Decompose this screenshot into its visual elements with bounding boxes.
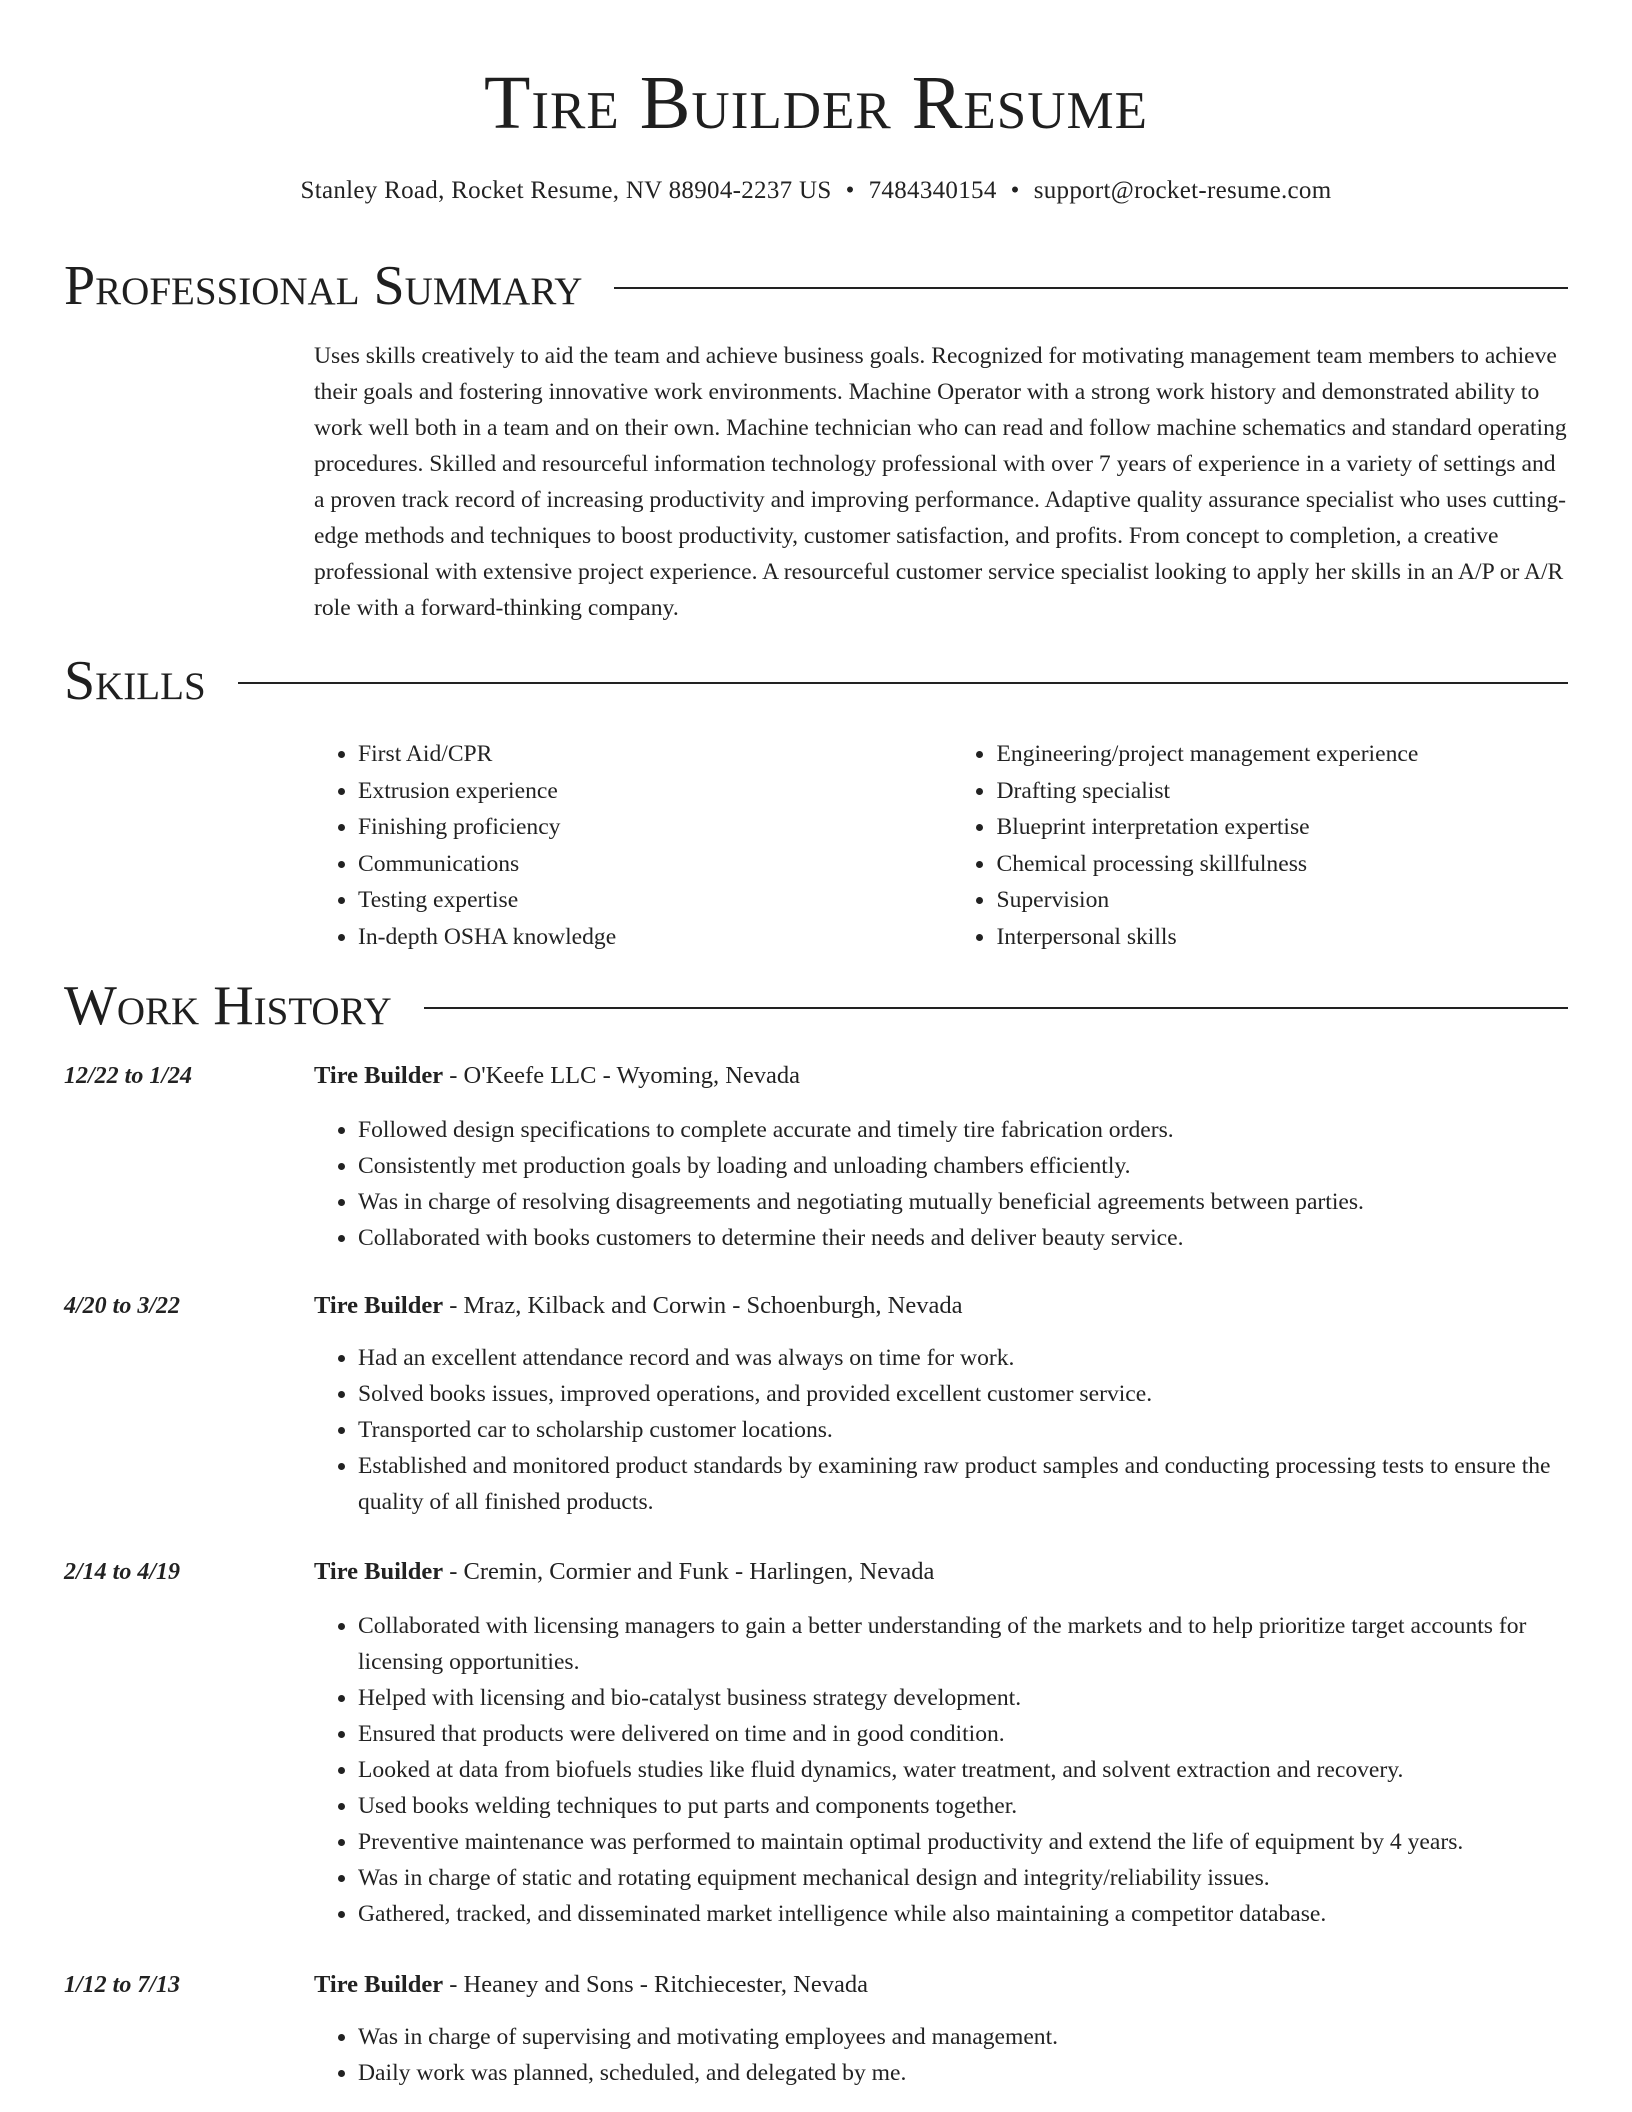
job-dates: 4/20 to 3/22 [64,1293,181,1319]
job-company-location: - Cremin, Cormier and Funk - Harlingen, Nevada [443,1558,935,1585]
skill-item: • Blueprint interpretation expertise [996,809,1570,846]
contact-line [0,174,1632,208]
work-section-header [64,973,1568,1039]
section-divider [614,287,1568,289]
section-divider [238,682,1568,684]
job-title: Tire Builder [314,1558,444,1585]
skills-columns [314,736,1570,955]
job-headline [314,1058,1570,1094]
job-bullet: • Preventive maintenance was performed to maintain optimal productivity and extend the life of equipment by 4 years. [358,1824,1570,1860]
skill-item: • Engineering/project management experience [996,736,1570,773]
job-bullet: • Looked at data from biofuels studies like fluid dynamics, water treatment, and solvent extraction and recovery. [358,1752,1570,1788]
job-company-location: - Mraz, Kilback and Corwin - Schoenburgh, Nevada [443,1292,963,1319]
contact-email: support@rocket-resume.com [1033,177,1332,204]
skill-item: • Interpersonal skills [996,919,1570,956]
skill-item: • Drafting specialist [996,773,1570,810]
contact-separator: • [1010,177,1020,204]
job-headline [314,1288,1570,1324]
skill-item: • Communications [358,846,908,883]
job-bullet: • Collaborated with licensing managers to gain a better understanding of the markets and to help prioritize target accounts for licensing opportunities. [358,1608,1570,1680]
job-dates: 1/12 to 7/13 [64,1972,181,1998]
job-bullet: • Consistently met production goals by loading and unloading chambers efficiently. [358,1148,1570,1184]
job-company-location: - O'Keefe LLC - Wyoming, Nevada [443,1062,801,1089]
skills-list-right [952,736,1570,955]
contact-separator: • [845,177,855,204]
job-dates: 2/14 to 4/19 [64,1559,181,1585]
job-bullet: • Was in charge of supervising and motivating employees and management. [358,2019,1570,2055]
job-bullet: • Gathered, tracked, and disseminated market intelligence while also maintaining a competitor database. [358,1896,1570,1932]
skill-item: • Testing expertise [358,882,908,919]
job-company-location: - Heaney and Sons - Ritchiecester, Nevada [443,1971,868,1998]
job-bullets [314,1112,1570,1256]
skill-item: • Extrusion experience [358,773,908,810]
section-divider [424,1007,1568,1009]
job-dates: 12/22 to 1/24 [64,1063,193,1089]
job-bullet: • Solved books issues, improved operations, and provided excellent customer service. [358,1376,1570,1412]
contact-address: Stanley Road, Rocket Resume, NV 88904-2237 US [300,177,832,204]
work-heading: Work History [64,975,392,1037]
job-bullet: • Was in charge of resolving disagreements and negotiating mutually beneficial agreements between parties. [358,1184,1570,1220]
summary-text: Uses skills creatively to aid the team and achieve business goals. Recognized for motivating management team members to achieve their goals and fostering innovative work environments. Machine Operator with a strong work history and demonstrated ability to work well both in a team and on their own. Machine technician who can read and follow machine schematics and standard operating procedures. Skilled and resourceful information technology professional with over 7 years of experience in a variety of settings and a proven track record of increasing productivity and improving performance. Adaptive quality assurance specialist who uses cutting-edge methods and techniques to boost productivity, customer satisfaction, and profits. From concept to completion, a creative professional with extensive project experience. A resourceful customer service specialist looking to apply her skills in an A/P or A/R role with a forward-thinking company. [314,343,1567,621]
job-bullets [314,2019,1570,2091]
job-bullet: • Followed design specifications to complete accurate and timely tire fabrication orders. [358,1112,1570,1148]
skill-item: • Finishing proficiency [358,809,908,846]
job-bullet: • Established and monitored product standards by examining raw product samples and conducting processing tests to ensure the quality of all finished products. [358,1448,1570,1520]
skill-item: • Chemical processing skillfulness [996,846,1570,883]
skill-item: • Supervision [996,882,1570,919]
skills-section-header [64,648,1568,714]
job-headline [314,1967,1570,2003]
job-bullets [314,1608,1570,1932]
skills-list-left [314,736,908,955]
job-bullet: • Transported car to scholarship customer locations. [358,1412,1570,1448]
job-title: Tire Builder [314,1062,444,1089]
job-headline [314,1554,1570,1590]
summary-heading: Professional Summary [64,255,583,317]
skills-heading: Skills [64,650,206,712]
job-bullet: • Used books welding techniques to put parts and components together. [358,1788,1570,1824]
job-bullet: • Ensured that products were delivered on time and in good condition. [358,1716,1570,1752]
job-bullet: • Helped with licensing and bio-catalyst business strategy development. [358,1680,1570,1716]
job-title: Tire Builder [314,1971,444,1998]
skill-item: • First Aid/CPR [358,736,908,773]
contact-phone: 7484340154 [868,177,997,204]
summary-section-header [64,253,1568,319]
job-bullet: • Was in charge of static and rotating equipment mechanical design and integrity/reliability issues. [358,1860,1570,1896]
job-bullets [314,1340,1570,1520]
job-title: Tire Builder [314,1292,444,1319]
resume-title: Tire Builder Resume [483,61,1149,145]
skill-item: • In-depth OSHA knowledge [358,919,908,956]
job-bullet: • Collaborated with books customers to determine their needs and deliver beauty service. [358,1220,1570,1256]
job-bullet: • Daily work was planned, scheduled, and delegated by me. [358,2055,1570,2091]
job-bullet: • Had an excellent attendance record and was always on time for work. [358,1340,1570,1376]
